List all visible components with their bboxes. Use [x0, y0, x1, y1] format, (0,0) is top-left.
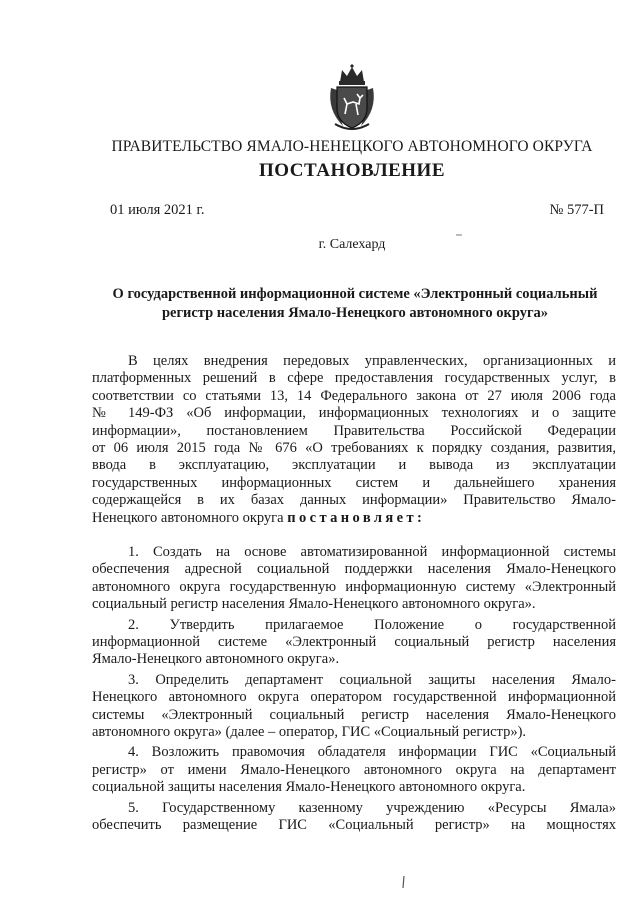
heading-line: О государственной информационной системе «Электронный социальный — [112, 286, 598, 302]
preamble-line: ввода в эксплуатацию, эксплуатации и вывода из эксплуатации — [92, 457, 616, 474]
item-line: 5. Государственному казенному учреждению «Ресурсы Ямала» — [128, 799, 616, 816]
resolution-items — [92, 544, 616, 838]
preamble-line: государственных информационных систем и дальнейшего хранения — [92, 474, 616, 491]
item-line: социальный регистр населения Ямало-Ненецкого автономного округа». — [92, 596, 536, 613]
preamble-line: № 149-ФЗ «Об информации, информационных технологиях и о защите — [92, 405, 616, 422]
preamble-line: платформенных решений в сфере предоставления государственных услуг, в — [92, 370, 616, 387]
heading-line: регистр населения Ямало-Ненецкого автономного округа» — [161, 305, 549, 321]
preamble-last-text: Ненецкого автономного округа — [92, 509, 288, 526]
preamble-line: соответствии со статьями 13, 14 Федерального закона от 27 июля 2006 года — [92, 387, 616, 404]
item-line: социальной защиты населения Ямало-Ненецкого автономного округа. — [92, 779, 526, 796]
item-line: Ямало-Ненецкого автономного округа». — [92, 651, 340, 668]
scan-speck — [456, 234, 462, 238]
item-line: 2. Утвердить прилагаемое Положение о государственной — [128, 616, 616, 633]
item-line: 4. Возложить правомочия обладателя информации ГИС «Социальный — [128, 744, 616, 761]
scan-speck — [402, 876, 406, 888]
preamble — [92, 353, 616, 527]
preamble-line: от 06 июля 2015 года № 676 «О требованиях к порядку создания, развития, — [92, 440, 616, 457]
item-line: системы «Электронный социальный регистр населения Ямало-Ненецкого — [92, 706, 616, 723]
item-line: информационной системе «Электронный социальный регистр населения — [92, 634, 616, 651]
preamble-line: В целях внедрения передовых управленческих, организационных и — [128, 353, 616, 369]
resolution-item — [92, 672, 616, 742]
item-line: 3. Определить департамент социальной защиты населения Ямало- — [128, 671, 616, 688]
item-line: обеспечить размещение ГИС «Социальный регистр» на мощностях — [92, 817, 616, 834]
document-heading — [95, 285, 615, 323]
resolution-item — [92, 800, 616, 835]
document-type: ПОСТАНОВЛЕНИЕ — [258, 160, 446, 181]
item-line: 1. Создать на основе автоматизированной информационной системы — [128, 544, 616, 560]
government-name: ПРАВИТЕЛЬСТВО ЯМАЛО-НЕНЕЦКОГО АВТОНОМНОГО ОКРУГА — [111, 138, 593, 155]
preamble-line — [92, 510, 616, 527]
resolution-item — [92, 744, 616, 796]
document-city: г. Салехард — [318, 237, 386, 252]
resolution-item — [92, 617, 616, 669]
item-line: регистр» от имени Ямало-Ненецкого автономного округа на департамент — [92, 761, 616, 778]
resolves-word: постановляет: — [287, 509, 426, 526]
coat-of-arms-icon — [323, 62, 381, 134]
item-line: Ненецкого автономного округа оператором государственной информационной — [92, 689, 616, 706]
item-line: обеспечения адресной социальной поддержки населения Ямало-Ненецкого — [92, 561, 616, 578]
document-number: № 577-П — [549, 202, 604, 218]
preamble-line: содержащейся в их базах данных информации» Правительство Ямало- — [92, 492, 616, 509]
preamble-line: информации», постановлением Правительства Российской Федерации — [92, 422, 616, 439]
resolution-item — [92, 544, 616, 614]
item-line: автономного округа» (далее – оператор, ГИС «Социальный регистр»). — [92, 724, 527, 741]
item-line: автономного округа государственную информационную систему «Электронный — [92, 578, 616, 595]
document-date: 01 июля 2021 г. — [110, 202, 205, 218]
